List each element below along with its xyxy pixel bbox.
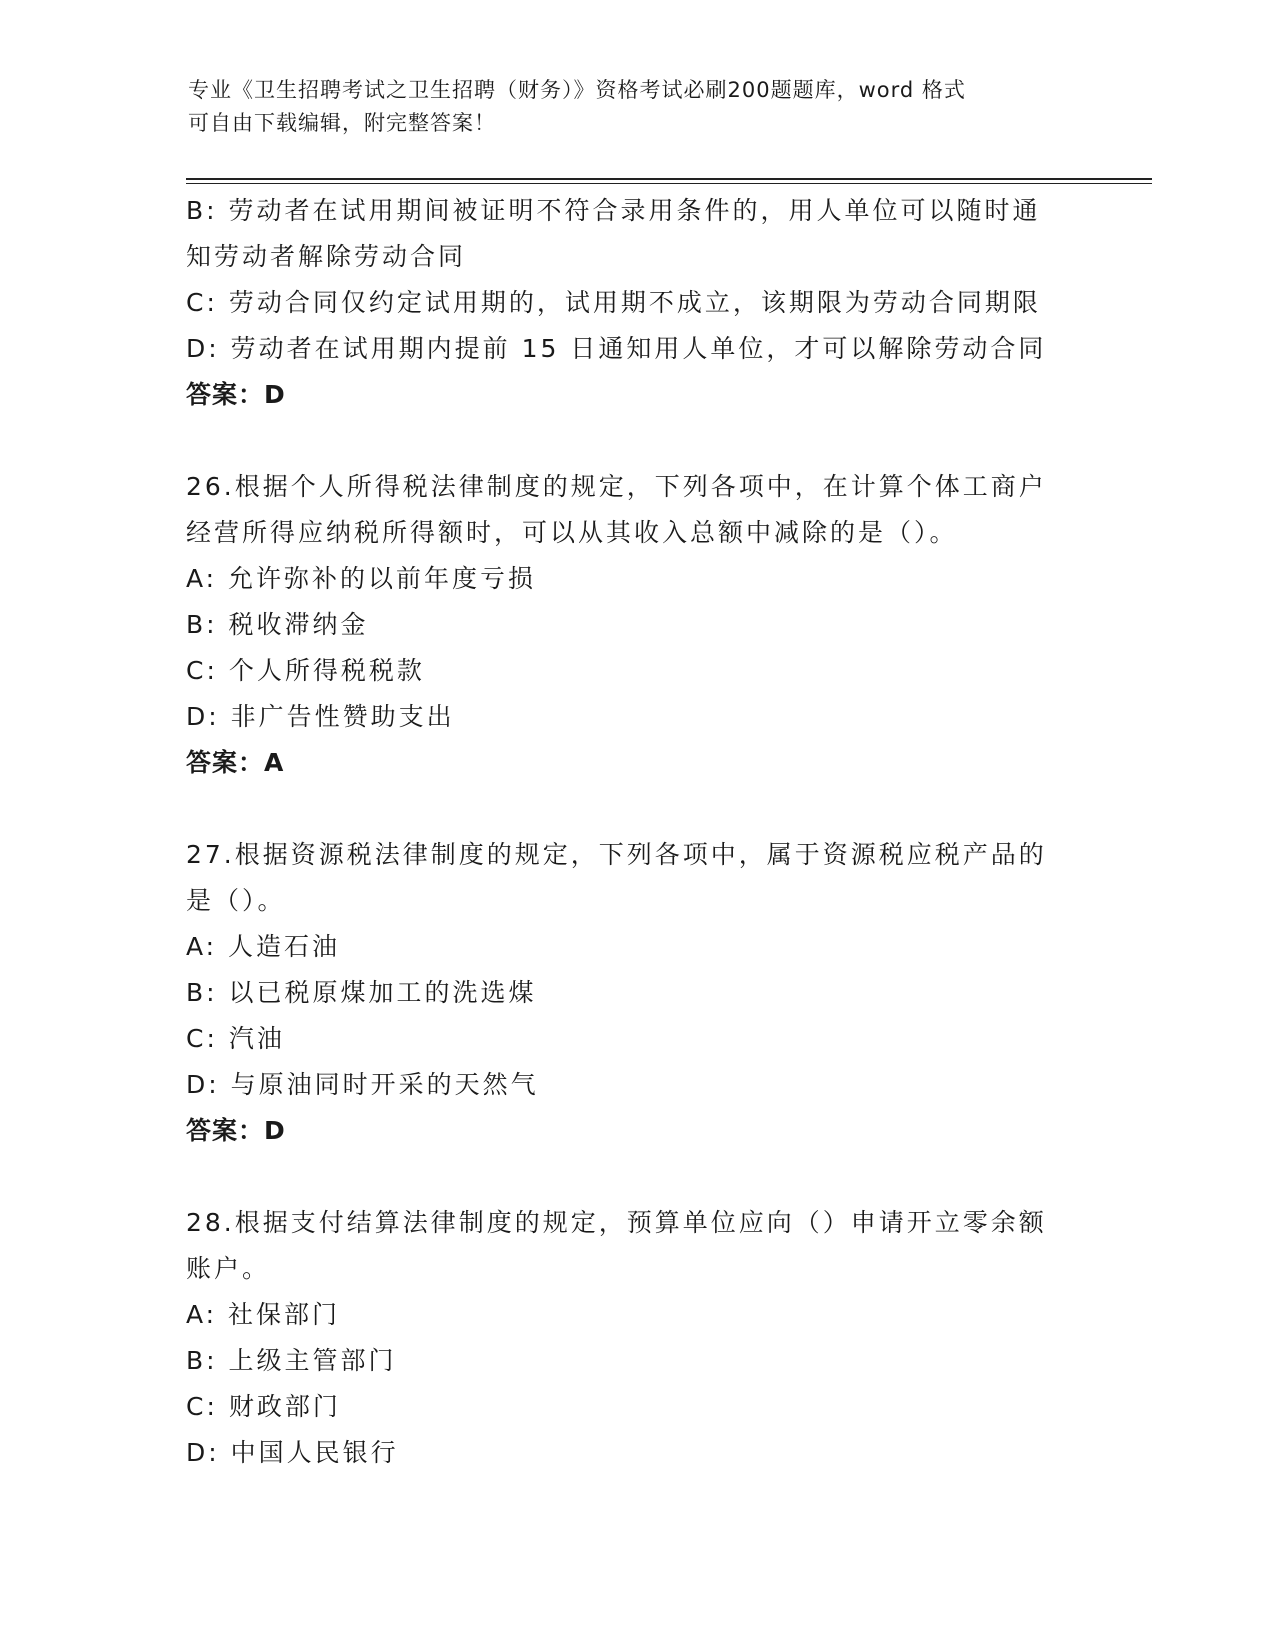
option-a: A: 社保部门 — [186, 1300, 341, 1329]
question-stem-line-1: 26.根据个人所得税法律制度的规定，下列各项中，在计算个体工商户 — [186, 472, 1047, 501]
option-b: B: 税收滞纳金 — [186, 610, 369, 639]
answer: 答案：D — [186, 1116, 286, 1145]
option-d: D: 与原油同时开采的天然气 — [186, 1070, 539, 1099]
question-stem-line-1: 27.根据资源税法律制度的规定，下列各项中，属于资源税应税产品的 — [186, 840, 1047, 869]
question-28 — [186, 1200, 1086, 1476]
option-c: C: 劳动合同仅约定试用期的，试用期不成立，该期限为劳动合同期限 — [186, 288, 1041, 317]
option-c: C: 汽油 — [186, 1024, 285, 1053]
question-27 — [186, 832, 1086, 1154]
option-c: C: 财政部门 — [186, 1392, 341, 1421]
option-c: C: 个人所得税税款 — [186, 656, 425, 685]
question-stem-line-2: 经营所得应纳税所得额时，可以从其收入总额中减除的是（）。 — [186, 518, 958, 547]
option-d: D: 中国人民银行 — [186, 1438, 399, 1467]
header-divider-thick — [186, 178, 1152, 180]
option-a: A: 人造石油 — [186, 932, 341, 961]
spacer — [186, 1154, 1086, 1200]
question-stem-line-2: 是（）。 — [186, 886, 286, 915]
option-b-line-2: 知劳动者解除劳动合同 — [186, 242, 467, 271]
spacer — [186, 418, 1086, 464]
header-line-1: 专业《卫生招聘考试之卫生招聘（财务）》资格考试必刷200题题库，word 格式 — [188, 78, 966, 102]
answer: 答案：A — [186, 748, 285, 777]
question-26 — [186, 464, 1086, 786]
header-line-2: 可自由下载编辑，附完整答案！ — [188, 111, 496, 135]
option-b: B: 以已税原煤加工的洗选煤 — [186, 978, 537, 1007]
option-a: A: 允许弥补的以前年度亏损 — [186, 564, 537, 593]
document-header — [188, 74, 1068, 140]
spacer — [186, 786, 1086, 832]
option-d: D: 劳动者在试用期内提前 15 日通知用人单位，才可以解除劳动合同 — [186, 334, 1047, 363]
option-d: D: 非广告性赞助支出 — [186, 702, 455, 731]
question-stem-line-2: 账户。 — [186, 1254, 271, 1283]
question-content — [186, 188, 1086, 1476]
option-b-line-1: B: 劳动者在试用期间被证明不符合录用条件的，用人单位可以随时通 — [186, 196, 1041, 225]
header-divider-thin — [186, 183, 1152, 184]
answer: 答案：D — [186, 380, 286, 409]
option-b: B: 上级主管部门 — [186, 1346, 397, 1375]
question-stem-line-1: 28.根据支付结算法律制度的规定，预算单位应向（）申请开立零余额 — [186, 1208, 1047, 1237]
prev-question-block — [186, 188, 1086, 418]
